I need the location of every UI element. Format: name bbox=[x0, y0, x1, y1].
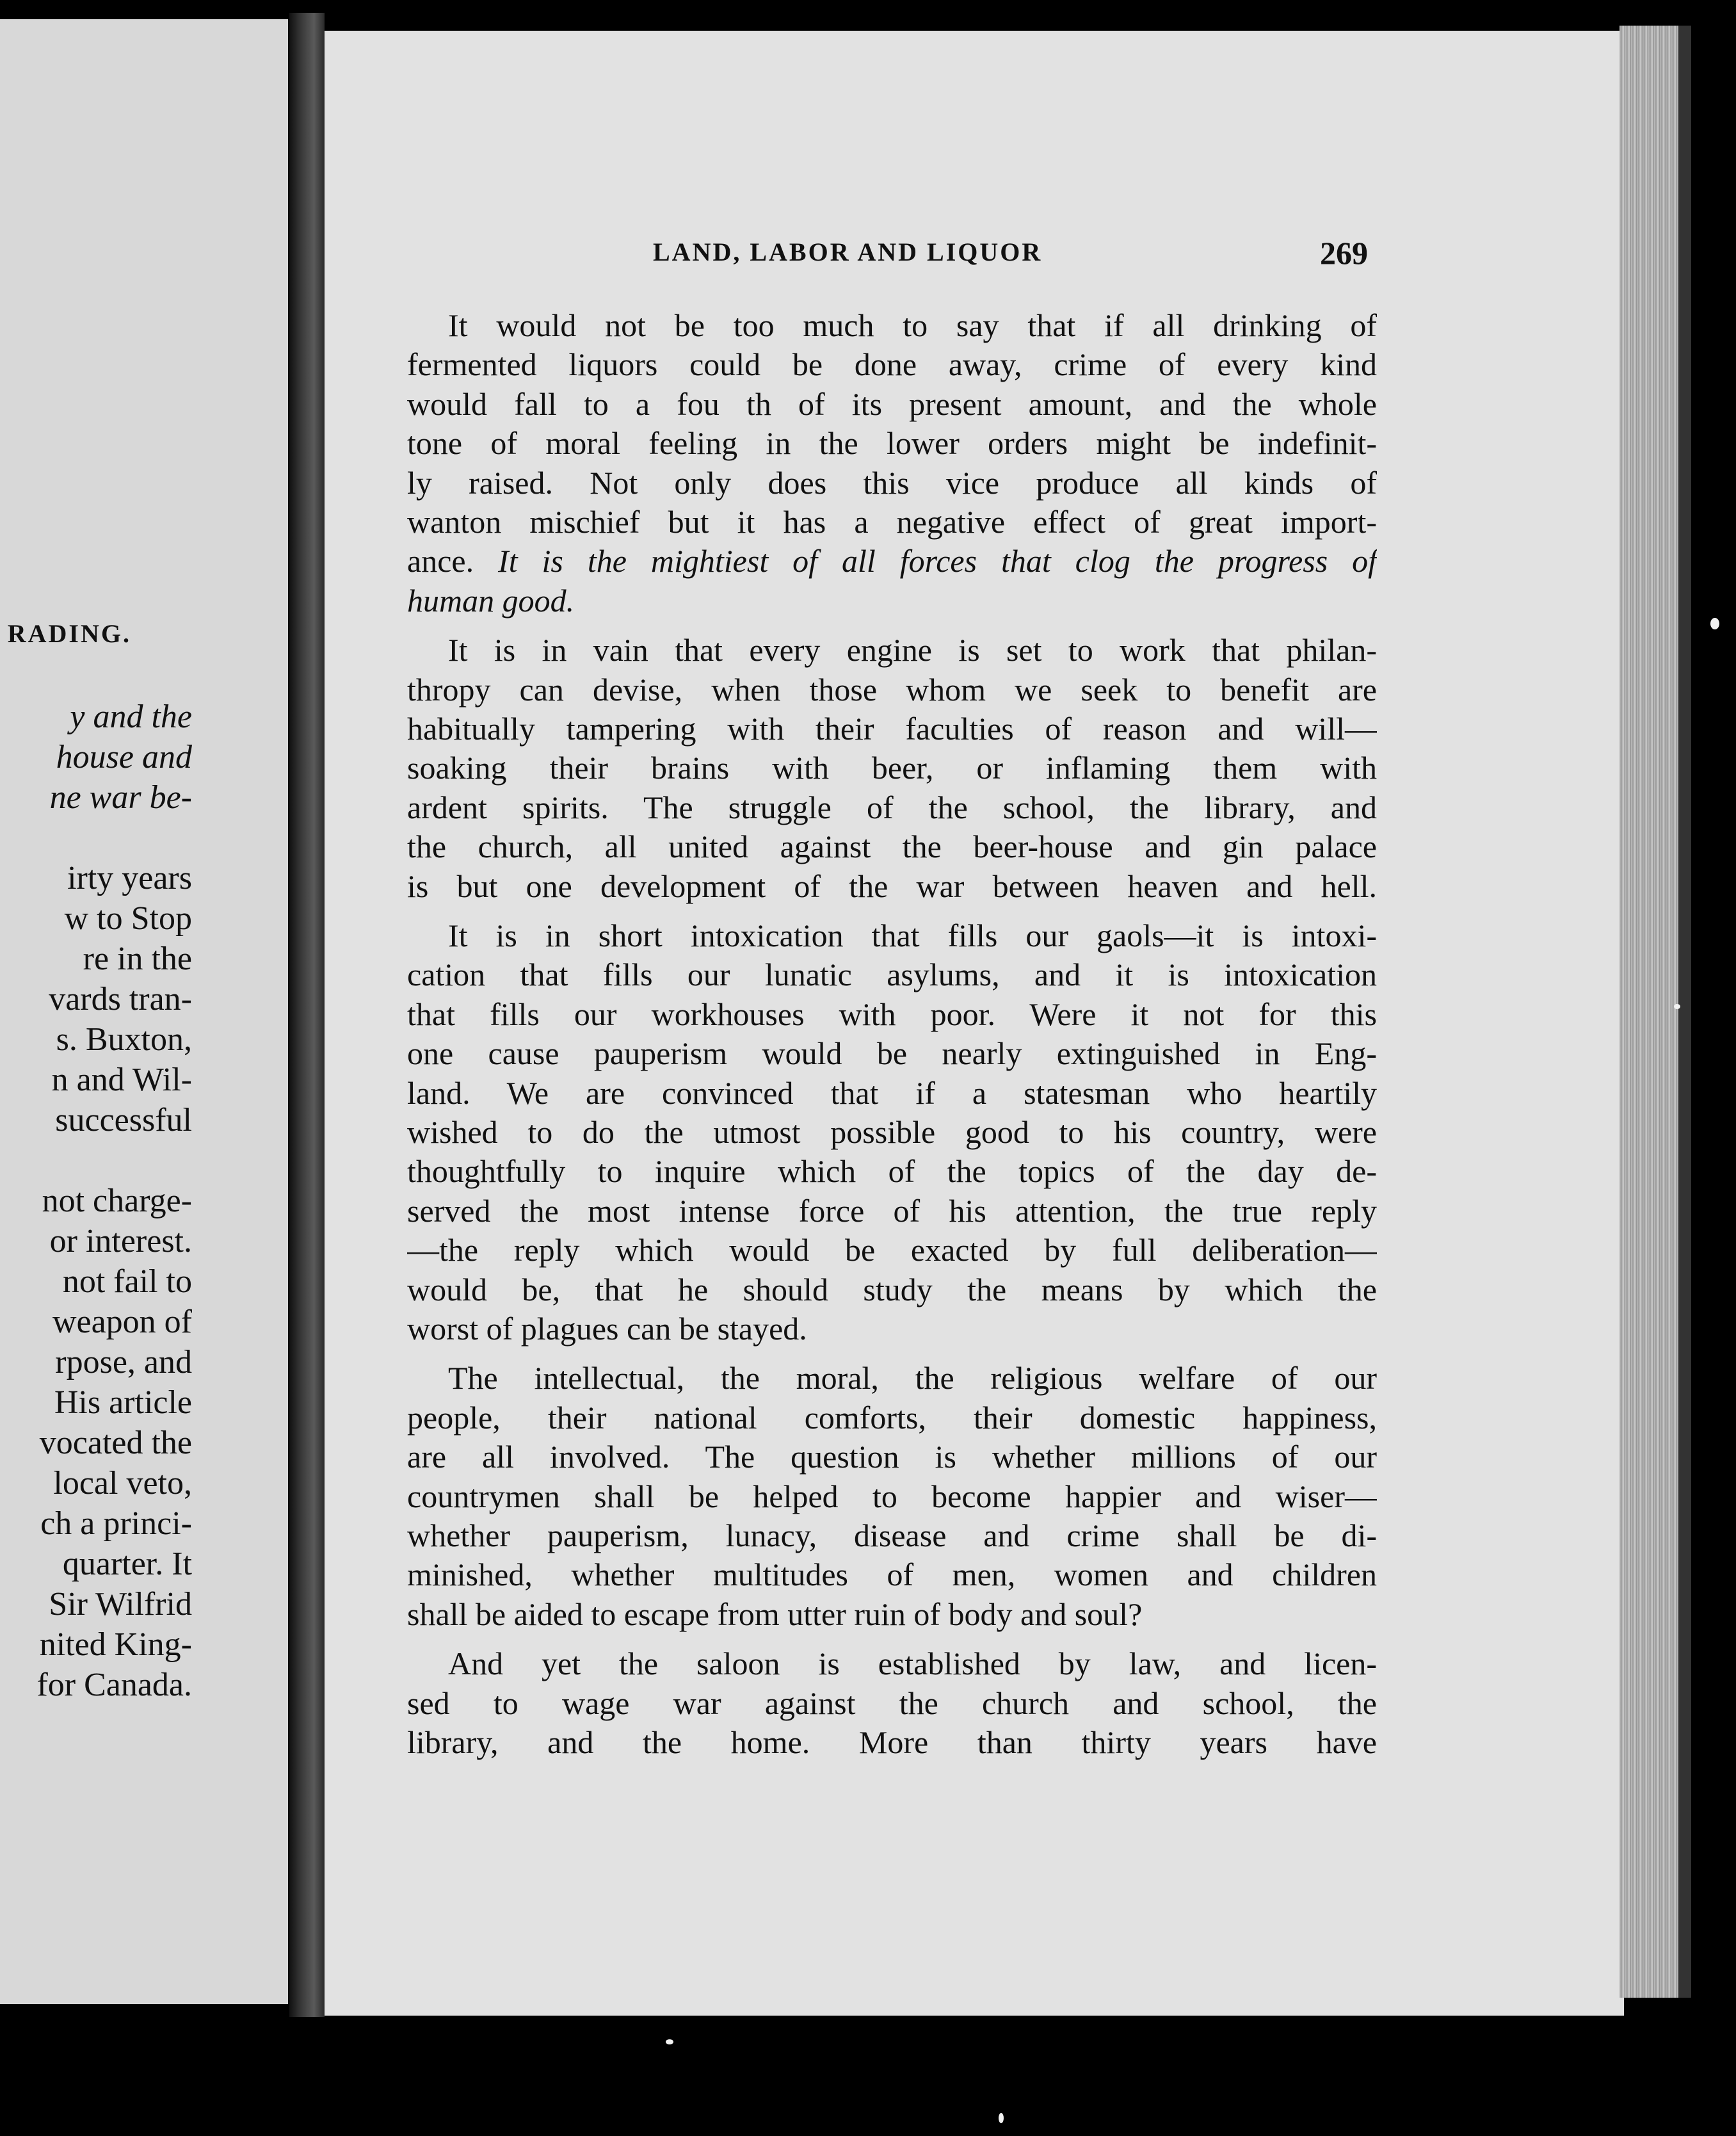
text-line-content: are all involved. The question is whether millions of our bbox=[407, 1439, 1377, 1475]
text-line bbox=[407, 424, 1377, 462]
text-line-content: It is in short intoxication that fills our gaols—it is intoxi- bbox=[448, 918, 1377, 953]
left-text-line: ch a princi- bbox=[40, 1505, 192, 1542]
text-line-content: the church, all united against the beer-house and gin palace bbox=[407, 829, 1377, 864]
text-line-content: would fall to a fou th of its present amount, and the whole bbox=[407, 386, 1377, 422]
text-line-content: would be, that he should study the means by which the bbox=[407, 1272, 1377, 1307]
left-text-line: not charge- bbox=[42, 1183, 192, 1219]
running-head: LAND, LABOR AND LIQUOR bbox=[653, 238, 1043, 266]
text-line bbox=[407, 670, 1377, 709]
text-line-content: ardent spirits. The struggle of the school, the library, and bbox=[407, 789, 1377, 825]
text-line bbox=[407, 1398, 1377, 1437]
text-line bbox=[407, 1034, 1377, 1072]
text-line-content: thropy can devise, when those whom we seek to benefit are bbox=[407, 672, 1377, 708]
text-line-content: is but one development of the war between heaven and hell. bbox=[407, 868, 1377, 904]
left-text-line: irty years bbox=[67, 860, 192, 896]
text-line bbox=[407, 542, 1377, 580]
text-line-plain: ance. bbox=[407, 543, 499, 579]
text-line bbox=[407, 1152, 1377, 1190]
left-text-line: re in the bbox=[83, 941, 192, 977]
scan-speck bbox=[999, 2113, 1004, 2123]
text-line-content: And yet the saloon is established by law, and licen- bbox=[448, 1646, 1377, 1681]
text-line bbox=[407, 1437, 1377, 1476]
left-text-line: ne war be- bbox=[49, 779, 192, 816]
text-line bbox=[407, 955, 1377, 994]
text-line bbox=[407, 995, 1377, 1033]
text-line bbox=[448, 631, 1377, 669]
text-line-content: wanton mischief but it has a negative effect of great import- bbox=[407, 504, 1377, 540]
text-line-content: countrymen shall be helped to become happier and wiser— bbox=[407, 1478, 1377, 1514]
text-line bbox=[407, 1555, 1377, 1594]
text-line bbox=[448, 306, 1377, 344]
left-text-line: not fail to bbox=[62, 1263, 192, 1300]
text-line bbox=[407, 1192, 1377, 1230]
text-line-italic: human good. bbox=[407, 583, 575, 619]
text-line-content: ly raised. Not only does this vice produce all kinds of bbox=[407, 465, 1377, 501]
text-line bbox=[407, 827, 1377, 866]
left-text-line: successful bbox=[55, 1102, 192, 1138]
left-text-line: w to Stop bbox=[64, 900, 192, 937]
text-line-content: fermented liquors could be done away, crime of every kind bbox=[407, 346, 1377, 382]
text-line-content: library, and the home. More than thirty years have bbox=[407, 1724, 1377, 1760]
text-line-content: tone of moral feeling in the lower orders might be indefinit- bbox=[407, 425, 1377, 461]
text-line bbox=[407, 385, 1377, 423]
text-line bbox=[407, 1074, 1377, 1112]
text-line-content: sed to wage war against the church and school, the bbox=[407, 1685, 1377, 1721]
left-page-heading: RADING. bbox=[7, 619, 131, 648]
left-text-line: Sir Wilfrid bbox=[49, 1586, 192, 1622]
text-line-content: cation that fills our lunatic asylums, and it is intoxication bbox=[407, 957, 1377, 992]
left-text-line: n and Wil- bbox=[51, 1062, 192, 1098]
text-line-content: served the most intense force of his attention, the true reply bbox=[407, 1193, 1377, 1229]
page-number: 269 bbox=[1320, 235, 1368, 271]
left-text-line: quarter. It bbox=[62, 1546, 192, 1582]
text-line-content: worst of plagues can be stayed. bbox=[407, 1311, 807, 1347]
text-line-content: whether pauperism, lunacy, disease and crime shall be di- bbox=[407, 1517, 1377, 1553]
text-line bbox=[407, 503, 1377, 541]
left-text-line: or interest. bbox=[49, 1223, 192, 1259]
left-text-line: weapon of bbox=[52, 1304, 192, 1340]
text-line bbox=[407, 1723, 1377, 1761]
left-text-line: for Canada. bbox=[36, 1667, 192, 1703]
text-line bbox=[407, 1231, 1377, 1269]
text-line bbox=[407, 464, 1377, 502]
text-line bbox=[448, 916, 1377, 955]
page-edges bbox=[1619, 26, 1678, 1998]
left-text-line: vocated the bbox=[39, 1425, 192, 1461]
text-line bbox=[407, 1309, 1377, 1348]
text-line bbox=[407, 1684, 1377, 1722]
text-line-content: minished, whether multitudes of men, women and children bbox=[407, 1557, 1377, 1592]
text-line bbox=[407, 1595, 1377, 1633]
text-line-content: soaking their brains with beer, or inflaming them with bbox=[407, 750, 1377, 786]
left-text-line: y and the bbox=[70, 699, 192, 735]
text-line bbox=[407, 867, 1377, 905]
text-line bbox=[407, 1516, 1377, 1555]
text-line-content: It is in vain that every engine is set to work that philan- bbox=[448, 632, 1377, 668]
text-line-content: people, their national comforts, their domestic happiness, bbox=[407, 1400, 1377, 1436]
text-line-content: The intellectual, the moral, the religious welfare of our bbox=[448, 1360, 1377, 1396]
text-line bbox=[407, 788, 1377, 827]
page-edges-shadow bbox=[1678, 26, 1691, 1998]
left-text-line: s. Buxton, bbox=[56, 1021, 192, 1058]
text-line-content: land. We are convinced that if a statesman who heartily bbox=[407, 1075, 1377, 1111]
left-text-line: nited King- bbox=[39, 1626, 192, 1663]
text-line bbox=[407, 1113, 1377, 1151]
left-text-line: house and bbox=[56, 739, 192, 775]
text-line bbox=[407, 345, 1377, 384]
left-text-line: rpose, and bbox=[55, 1344, 192, 1380]
text-line-content: that fills our workhouses with poor. Were it not for this bbox=[407, 996, 1377, 1032]
text-line bbox=[407, 748, 1377, 787]
text-line-content: It would not be too much to say that if all drinking of bbox=[448, 307, 1377, 343]
book-gutter bbox=[289, 13, 325, 2017]
text-line-content: thoughtfully to inquire which of the topics of the day de- bbox=[407, 1153, 1377, 1189]
text-line bbox=[407, 581, 1377, 620]
scan-speck bbox=[1674, 1004, 1680, 1009]
text-line bbox=[407, 1477, 1377, 1516]
text-line-content: habitually tampering with their faculties of reason and will— bbox=[407, 711, 1377, 747]
text-line bbox=[407, 709, 1377, 748]
left-text-line: vards tran- bbox=[49, 981, 192, 1017]
left-page-fragment bbox=[0, 19, 288, 2004]
text-line bbox=[448, 1644, 1377, 1683]
scan-speck bbox=[666, 2039, 673, 2044]
text-line bbox=[407, 1270, 1377, 1309]
scan-speck bbox=[1710, 618, 1719, 629]
left-text-line: local veto, bbox=[53, 1465, 192, 1501]
left-text-line: His article bbox=[54, 1384, 192, 1421]
text-line-italic: It is the mightiest of all forces that clog the progress of bbox=[498, 543, 1377, 579]
text-line-content: one cause pauperism would be nearly extinguished in Eng- bbox=[407, 1035, 1377, 1071]
text-line bbox=[448, 1359, 1377, 1397]
text-line-content: shall be aided to escape from utter ruin of body and soul? bbox=[407, 1596, 1143, 1632]
text-line-content: —the reply which would be exacted by full deliberation— bbox=[407, 1232, 1377, 1268]
text-line-content: wished to do the utmost possible good to his country, were bbox=[407, 1114, 1377, 1150]
